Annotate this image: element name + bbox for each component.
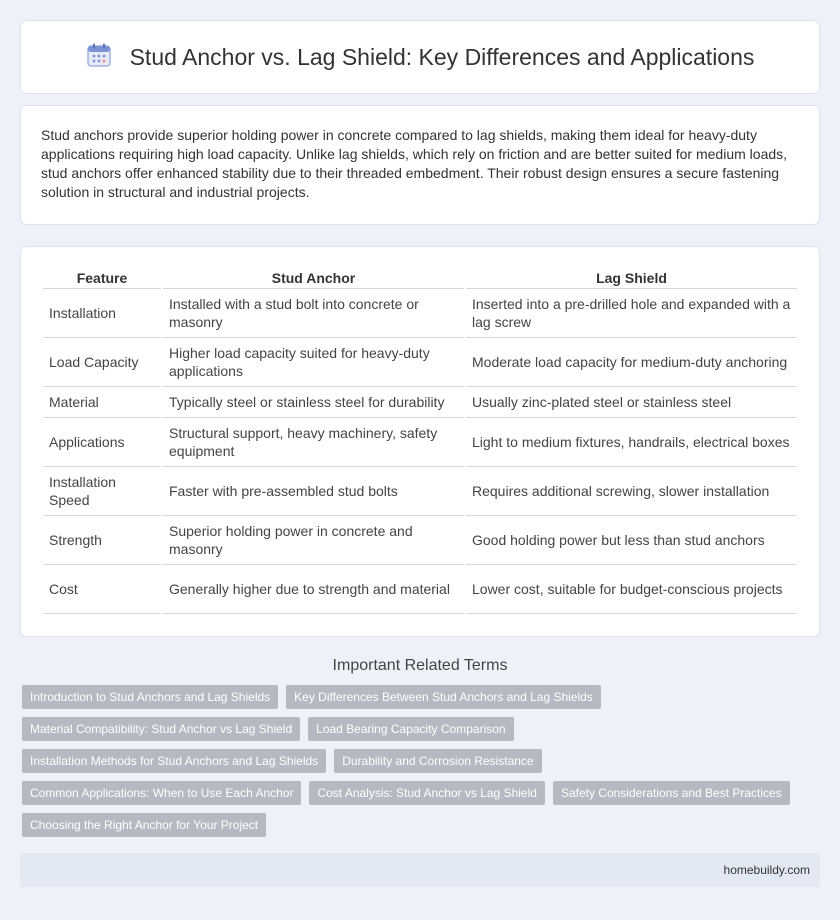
table-cell: Installation bbox=[43, 289, 161, 338]
table-cell: Load Capacity bbox=[43, 338, 161, 387]
intro-text: Stud anchors provide superior holding power in concrete compared to lag shields, making them ideal for heavy-duty applications requiring high load capacity. Unlike lag shields, which rely on friction and are better suited for medium loads, stud anchors offer enhanced stability due to their threaded embedment. Their robust design ensures a secure fastening solution in structural and industrial projects. bbox=[41, 127, 788, 200]
table-cell: Installed with a stud bolt into concrete or masonry bbox=[163, 289, 464, 338]
intro-card bbox=[20, 105, 820, 225]
table-cell: Faster with pre-assembled stud bolts bbox=[163, 467, 464, 516]
table-cell: Higher load capacity suited for heavy-duty applications bbox=[163, 338, 464, 387]
table-row bbox=[43, 418, 797, 467]
related-tag[interactable]: Key Differences Between Stud Anchors and Lag Shields bbox=[286, 685, 601, 709]
table-cell: Applications bbox=[43, 418, 161, 467]
table-cell: Strength bbox=[43, 516, 161, 565]
related-tags bbox=[0, 685, 840, 837]
related-tag[interactable]: Load Bearing Capacity Comparison bbox=[308, 717, 513, 741]
footer-site-link[interactable]: homebuildy.com bbox=[723, 863, 810, 877]
comparison-card bbox=[20, 246, 820, 637]
table-cell: Superior holding power in concrete and masonry bbox=[163, 516, 464, 565]
table-cell: Moderate load capacity for medium-duty anchoring bbox=[466, 338, 797, 387]
table-row bbox=[43, 565, 797, 614]
table-cell: Structural support, heavy machinery, safety equipment bbox=[163, 418, 464, 467]
table-cell: Typically steel or stainless steel for durability bbox=[163, 387, 464, 418]
related-tag[interactable]: Safety Considerations and Best Practices bbox=[553, 781, 790, 805]
table-row bbox=[43, 387, 797, 418]
related-terms-title: Important Related Terms bbox=[332, 657, 508, 674]
related-tag[interactable]: Material Compatibility: Stud Anchor vs Lag Shield bbox=[22, 717, 300, 741]
related-tag[interactable]: Choosing the Right Anchor for Your Project bbox=[22, 813, 266, 837]
table-cell: Installation Speed bbox=[43, 467, 161, 516]
header-lag-shield: Lag Shield bbox=[466, 267, 797, 289]
header-stud-anchor: Stud Anchor bbox=[163, 267, 464, 289]
page-title: Stud Anchor vs. Lag Shield: Key Differences and Applications bbox=[129, 43, 755, 70]
related-tag[interactable]: Installation Methods for Stud Anchors and Lag Shields bbox=[22, 749, 326, 773]
table-cell: Cost bbox=[43, 565, 161, 614]
table-row bbox=[43, 338, 797, 387]
header-feature: Feature bbox=[43, 267, 161, 289]
related-tag[interactable]: Introduction to Stud Anchors and Lag Shields bbox=[22, 685, 278, 709]
table-cell: Lower cost, suitable for budget-conscious projects bbox=[466, 565, 797, 614]
table-cell: Usually zinc-plated steel or stainless steel bbox=[466, 387, 797, 418]
calendar-icon bbox=[86, 42, 112, 73]
table-row bbox=[43, 289, 797, 338]
related-tag[interactable]: Durability and Corrosion Resistance bbox=[334, 749, 541, 773]
table-row bbox=[43, 516, 797, 565]
table-cell: Requires additional screwing, slower installation bbox=[466, 467, 797, 516]
page-header bbox=[20, 20, 820, 94]
related-tag[interactable]: Common Applications: When to Use Each Anchor bbox=[22, 781, 301, 805]
related-terms-section bbox=[0, 657, 840, 837]
table-cell: Inserted into a pre-drilled hole and expanded with a lag screw bbox=[466, 289, 797, 338]
related-tag[interactable]: Cost Analysis: Stud Anchor vs Lag Shield bbox=[309, 781, 544, 805]
comparison-table bbox=[41, 267, 799, 614]
table-header-row bbox=[43, 267, 797, 289]
table-cell: Good holding power but less than stud anchors bbox=[466, 516, 797, 565]
table-row bbox=[43, 467, 797, 516]
table-cell: Light to medium fixtures, handrails, electrical boxes bbox=[466, 418, 797, 467]
table-cell: Material bbox=[43, 387, 161, 418]
footer bbox=[20, 853, 820, 887]
table-cell: Generally higher due to strength and material bbox=[163, 565, 464, 614]
